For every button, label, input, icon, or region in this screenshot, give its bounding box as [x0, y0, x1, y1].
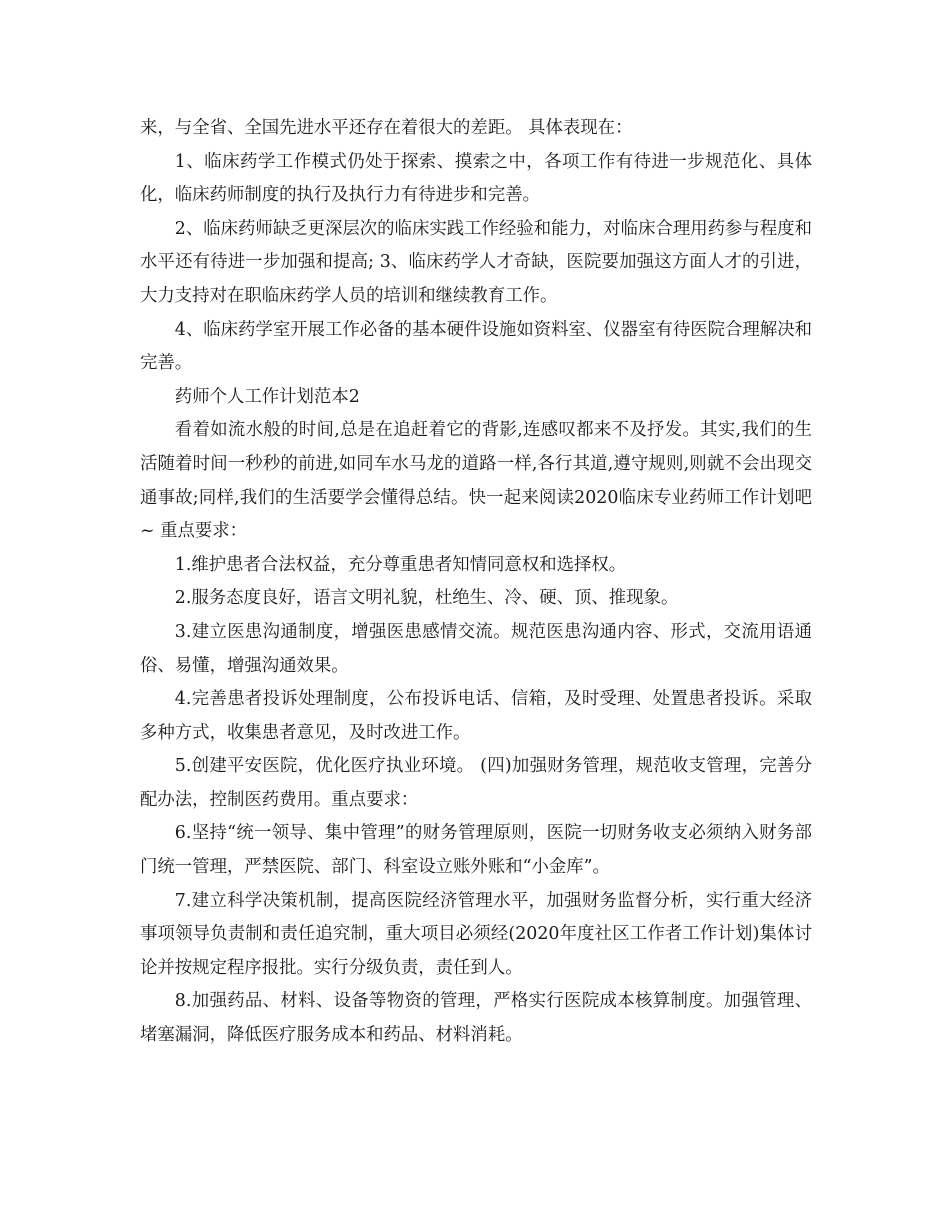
paragraph-item-1: 1、临床药学工作模式仍处于探索、摸索之中，各项工作有待进一步规范化、具体化，临床药师制度的执行及执行力有待进步和完善。	[140, 151, 812, 206]
requirement-item-7: 7.建立科学决策机制，提高医院经济管理水平，加强财务监督分析，实行重大经济事项领导负责制和责任追究制，重大项目必须经(2020年度社区工作者工作计划)集体讨论并按规定程序报批。实行分级负责，责任到人。	[140, 890, 812, 978]
document-page	[140, 112, 812, 1053]
section-heading: 药师个人工作计划范本2	[174, 386, 360, 407]
paragraph-continuation: 来，与全省、全国先进水平还存在着很大的差距。 具体表现在：	[140, 118, 633, 138]
requirement-item-3: 3.建立医患沟通制度，增强医患感情交流。规范医患沟通内容、形式，交流用语通俗、易懂，增强沟通效果。	[140, 621, 812, 676]
requirement-item-4: 4.完善患者投诉处理制度，公布投诉电话、信箱，及时受理、处置患者投诉。采取多种方式，收集患者意见，及时改进工作。	[140, 689, 812, 743]
requirement-item-2: 2.服务态度良好，语言文明礼貌，杜绝生、冷、硬、顶、推现象。	[174, 588, 679, 609]
requirement-item-1: 1.维护患者合法权益，充分尊重患者知情同意权和选择权。	[174, 554, 627, 575]
paragraph-item-2-3: 2、临床药师缺乏更深层次的临床实践工作经验和能力，对临床合理用药参与程度和水平还有待进一步加强和提高; 3、临床药学人才奇缺，医院要加强这方面人才的引进，大力支持对在职临床药学人员的培训和继续教育工作。	[140, 218, 812, 306]
paragraph-item-4: 4、临床药学室开展工作必备的基本硬件设施如资料室、仪器室有待医院合理解决和完善。	[140, 319, 812, 374]
requirement-item-5: 5.创建平安医院，优化医疗执业环境。 (四)加强财务管理，规范收支管理，完善分配办法，控制医药费用。重点要求：	[140, 756, 812, 810]
requirement-item-8: 8.加强药品、材料、设备等物资的管理，严格实行医院成本核算制度。加强管理、堵塞漏洞，降低医疗服务成本和药品、材料消耗。	[140, 991, 812, 1046]
requirement-item-6: 6.坚持“统一领导、集中管理”的财务管理原则，医院一切财务收支必须纳入财务部门统一管理，严禁医院、部门、科室设立账外账和“小金库”。	[140, 823, 812, 878]
paragraph-intro: 看着如流水般的时间,总是在追赶着它的背影,连感叹都来不及抒发。其实,我们的生活随着时间一秒秒的前进,如同车水马龙的道路一样,各行其道,遵守规则,则就不会出现交通事故;同样,我们的生活要学会懂得总结。快一起来阅读2020临床专业药师工作计划吧~ 重点要求：	[140, 420, 812, 542]
